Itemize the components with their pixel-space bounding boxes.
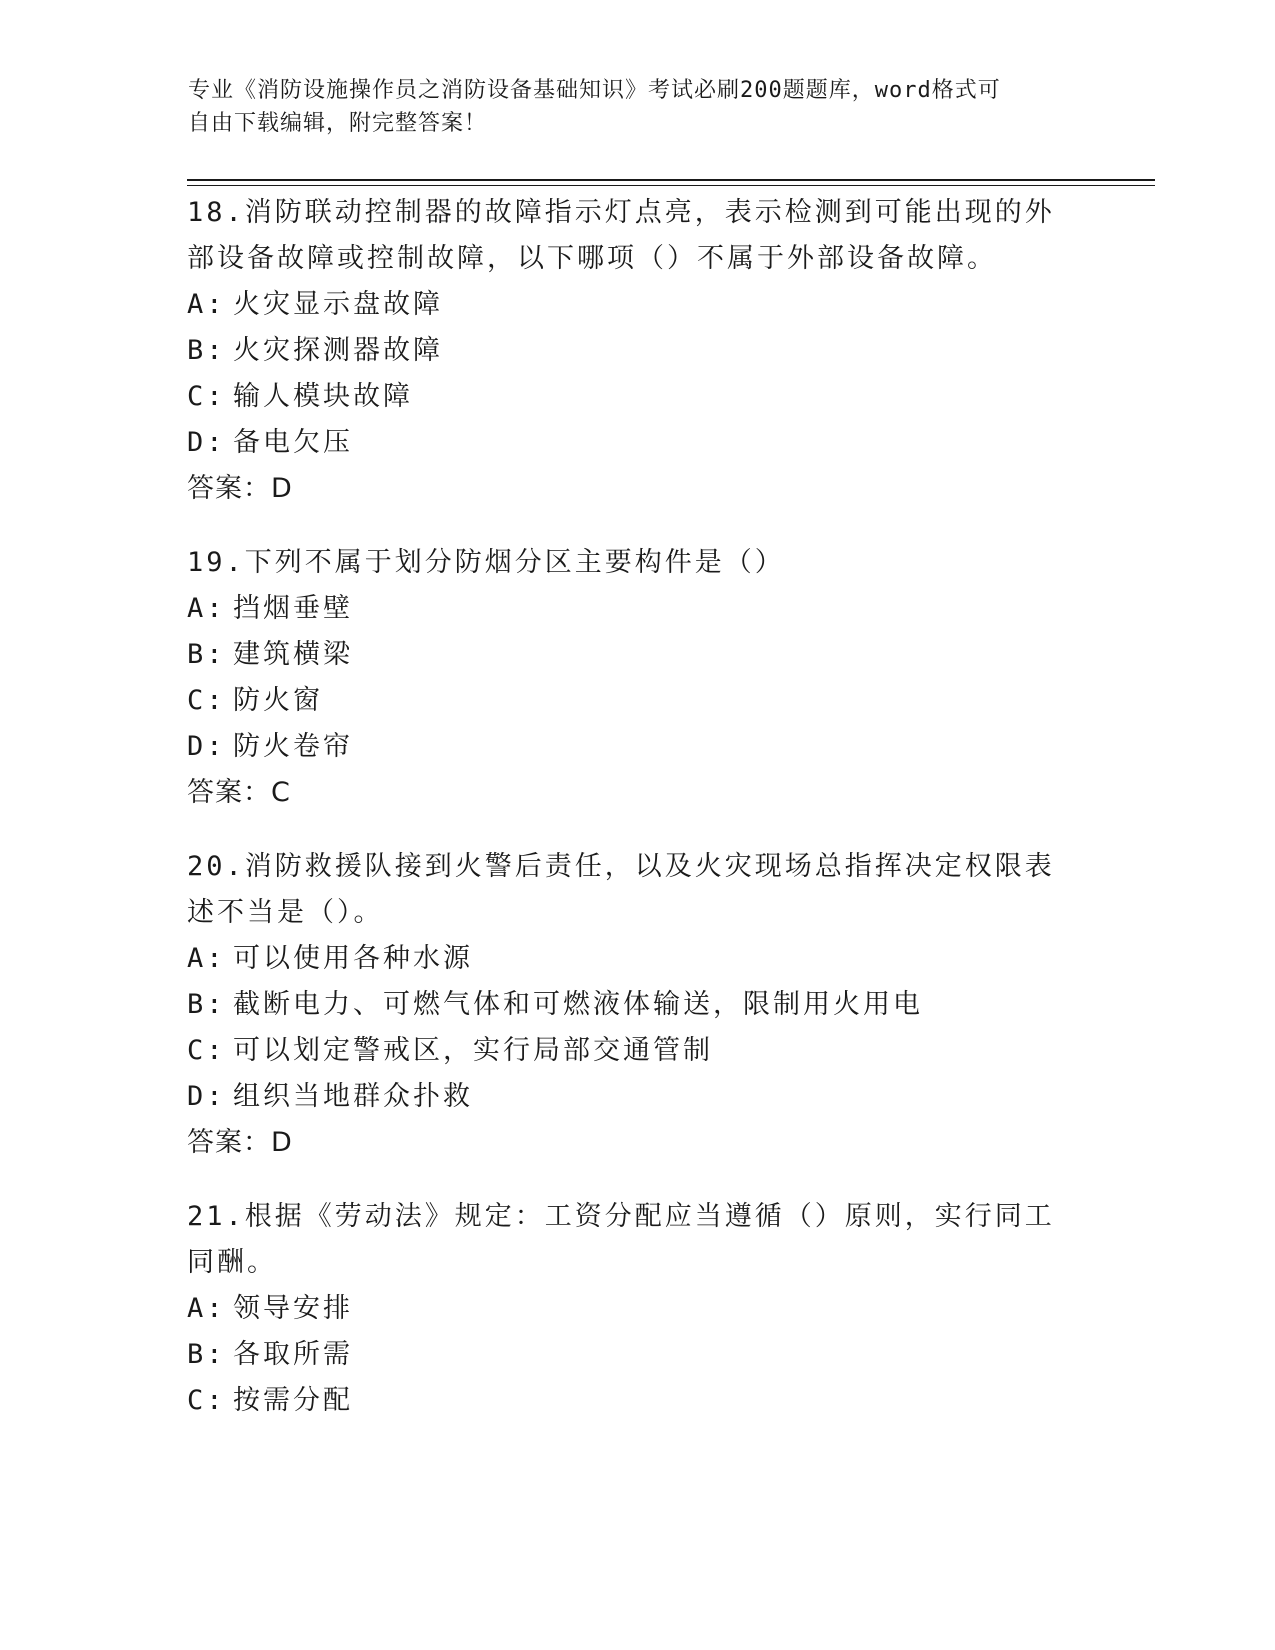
option-letter: C:	[187, 381, 226, 412]
option-b	[187, 1332, 1077, 1378]
question-text: 20.消防救援队接到火警后责任，以及火灾现场总指挥决定权限表述不当是（）。	[187, 851, 1055, 928]
option-letter: C:	[187, 1385, 226, 1416]
option-c	[187, 1028, 1077, 1074]
option-text: 领导安排	[233, 1293, 353, 1324]
question-list	[187, 190, 1077, 1452]
option-text: 建筑横梁	[233, 639, 353, 670]
option-text: 组织当地群众扑救	[233, 1081, 473, 1112]
question-text: 21.根据《劳动法》规定：工资分配应当遵循（）原则，实行同工同酬。	[187, 1201, 1055, 1278]
option-text: 可以划定警戒区，实行局部交通管制	[233, 1035, 713, 1066]
question-20	[187, 844, 1077, 1166]
option-text: 火灾显示盘故障	[233, 289, 443, 320]
option-a	[187, 1286, 1077, 1332]
header-line-2: 自由下载编辑，附完整答案！	[188, 111, 488, 136]
header-divider-thick	[187, 179, 1155, 181]
option-text: 备电欠压	[233, 427, 353, 458]
option-a	[187, 936, 1077, 982]
option-text: 火灾探测器故障	[233, 335, 443, 366]
option-d	[187, 724, 1077, 770]
option-text: 挡烟垂壁	[233, 593, 353, 624]
option-letter: B:	[187, 1339, 226, 1370]
option-a	[187, 282, 1077, 328]
document-header	[188, 74, 1068, 140]
option-letter: B:	[187, 335, 226, 366]
question-21	[187, 1194, 1077, 1424]
option-c	[187, 374, 1077, 420]
option-text: 按需分配	[233, 1385, 353, 1416]
option-text: 输人模块故障	[233, 381, 413, 412]
option-a	[187, 586, 1077, 632]
option-b	[187, 632, 1077, 678]
option-text: 各取所需	[233, 1339, 353, 1370]
option-d	[187, 1074, 1077, 1120]
option-letter: C:	[187, 685, 226, 716]
option-letter: A:	[187, 289, 226, 320]
answer-line: 答案：C	[187, 777, 291, 808]
option-text: 可以使用各种水源	[233, 943, 473, 974]
header-line-1: 专业《消防设施操作员之消防设备基础知识》考试必刷200题题库，word格式可	[188, 78, 1001, 103]
option-c	[187, 1378, 1077, 1424]
question-text: 19.下列不属于划分防烟分区主要构件是（）	[187, 547, 785, 578]
option-letter: D:	[187, 731, 226, 762]
option-d	[187, 420, 1077, 466]
option-letter: D:	[187, 427, 226, 458]
option-letter: A:	[187, 1293, 226, 1324]
option-letter: C:	[187, 1035, 226, 1066]
option-c	[187, 678, 1077, 724]
answer-line: 答案：D	[187, 473, 293, 504]
option-letter: A:	[187, 943, 226, 974]
option-text: 防火窗	[233, 685, 323, 716]
answer-line: 答案：D	[187, 1127, 293, 1158]
option-letter: B:	[187, 639, 226, 670]
option-letter: B:	[187, 989, 226, 1020]
header-divider-thin	[187, 185, 1155, 186]
option-text: 防火卷帘	[233, 731, 353, 762]
question-19	[187, 540, 1077, 816]
option-b	[187, 328, 1077, 374]
question-text: 18.消防联动控制器的故障指示灯点亮，表示检测到可能出现的外部设备故障或控制故障，以下哪项（）不属于外部设备故障。	[187, 197, 1055, 274]
question-18	[187, 190, 1077, 512]
option-b	[187, 982, 1077, 1028]
option-letter: A:	[187, 593, 226, 624]
option-letter: D:	[187, 1081, 226, 1112]
option-text: 截断电力、可燃气体和可燃液体输送，限制用火用电	[233, 989, 923, 1020]
